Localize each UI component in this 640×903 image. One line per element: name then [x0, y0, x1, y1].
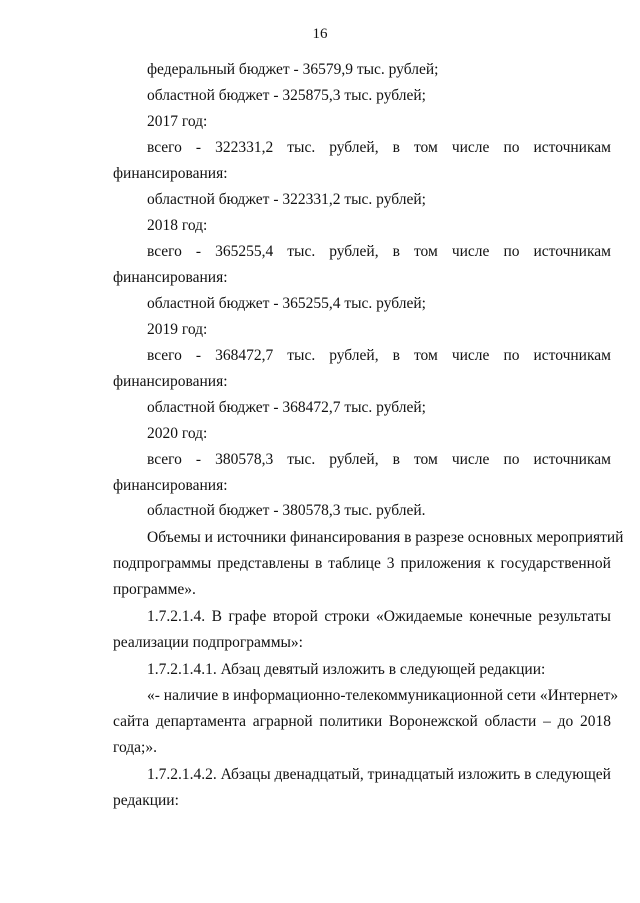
text-line: Объемы и источники финансирования в разрезе основных мероприятий — [147, 529, 624, 546]
word: Абзацы — [220, 766, 271, 783]
word: 322331,2 — [215, 139, 274, 156]
word: Воронежской — [388, 713, 478, 730]
justified-line — [147, 609, 611, 625]
word: тыс. — [287, 347, 316, 364]
word: строки — [324, 608, 370, 625]
word: тыс. — [287, 139, 316, 156]
word: сайта — [113, 713, 150, 730]
text-line: финансирования: — [113, 165, 228, 182]
text-line: 1.7.2.1.4.1. Абзац девятый изложить в следующей редакции: — [147, 661, 546, 678]
word: 368472,7 — [215, 347, 274, 364]
word: источникам — [533, 451, 611, 468]
word: приложения — [400, 555, 482, 572]
text-line: года;». — [113, 739, 157, 756]
word: подпрограммы — [113, 555, 212, 572]
word: В — [211, 608, 222, 625]
word: числе — [451, 139, 490, 156]
text-line: финансирования: — [113, 477, 228, 494]
word: всего — [147, 347, 182, 364]
word: 365255,4 — [215, 243, 274, 260]
word: рублей, — [329, 243, 379, 260]
word: графе — [228, 608, 267, 625]
word: области — [484, 713, 537, 730]
text-line: 2019 год: — [147, 321, 208, 338]
justified-line — [147, 348, 611, 364]
justified-line — [147, 140, 611, 156]
word: всего — [147, 451, 182, 468]
word: аграрной — [252, 713, 313, 730]
word: 1.7.2.1.4.2. — [147, 766, 217, 783]
word: второй — [272, 608, 318, 625]
word: в — [392, 451, 400, 468]
word: всего — [147, 139, 182, 156]
word: конечные — [469, 608, 532, 625]
text-line: областной бюджет - 380578,3 тыс. рублей. — [147, 502, 426, 519]
text-line: финансирования: — [113, 373, 228, 390]
text-line: редакции: — [113, 792, 179, 809]
word: числе — [451, 347, 490, 364]
word: тыс. — [287, 451, 316, 468]
word: в — [392, 243, 400, 260]
text-line: областной бюджет - 325875,3 тыс. рублей; — [147, 87, 426, 104]
word: в — [392, 347, 400, 364]
word: 1.7.2.1.4. — [147, 608, 206, 625]
word: в — [392, 139, 400, 156]
word: к — [487, 555, 495, 572]
text-line: областной бюджет - 322331,2 тыс. рублей; — [147, 191, 426, 208]
text-line: реализации подпрограммы»: — [113, 634, 303, 651]
text-line: финансирования: — [113, 269, 228, 286]
text-line: областной бюджет - 368472,7 тыс. рублей; — [147, 399, 426, 416]
text-line: 2018 год: — [147, 217, 208, 234]
word: государственной — [500, 555, 611, 572]
word: следующей — [535, 766, 611, 783]
word: – — [543, 713, 551, 730]
word: источникам — [533, 347, 611, 364]
word: «Ожидаемые — [376, 608, 463, 625]
word: том — [413, 139, 438, 156]
word: по — [503, 347, 520, 364]
text-line: областной бюджет - 365255,4 тыс. рублей; — [147, 295, 426, 312]
text-line: «- наличие в информационно-телекоммуникационной сети «Интернет» — [147, 687, 619, 704]
word: по — [503, 139, 520, 156]
word: тыс. — [287, 243, 316, 260]
word: таблице — [328, 555, 381, 572]
word: 380578,3 — [215, 451, 274, 468]
word: всего — [147, 243, 182, 260]
word: рублей, — [329, 451, 379, 468]
justified-line — [147, 452, 611, 468]
word: том — [413, 243, 438, 260]
word: в — [524, 766, 532, 783]
word: числе — [451, 451, 490, 468]
text-line: программе». — [113, 581, 196, 598]
word: - — [195, 347, 202, 364]
text-line: 2017 год: — [147, 113, 208, 130]
word: представлены — [217, 555, 310, 572]
word: - — [195, 243, 202, 260]
word: результаты — [538, 608, 611, 625]
word: том — [413, 347, 438, 364]
word: рублей, — [329, 347, 379, 364]
justified-line — [113, 714, 611, 730]
word: рублей, — [329, 139, 379, 156]
justified-line — [113, 556, 611, 572]
word: том — [413, 451, 438, 468]
word: источникам — [533, 243, 611, 260]
word: двенадцатый, — [274, 766, 364, 783]
word: источникам — [533, 139, 611, 156]
text-line: 2020 год: — [147, 425, 208, 442]
word: 3 — [386, 555, 395, 572]
word: по — [503, 243, 520, 260]
page-number: 16 — [312, 26, 328, 42]
word: по — [503, 451, 520, 468]
word: тринадцатый — [367, 766, 454, 783]
word: 2018 — [579, 713, 611, 730]
justified-line — [147, 767, 611, 783]
justified-line — [147, 244, 611, 260]
word: - — [195, 139, 202, 156]
text-line: федеральный бюджет - 36579,9 тыс. рублей; — [147, 61, 439, 78]
word: изложить — [457, 766, 521, 783]
word: числе — [451, 243, 490, 260]
word: до — [557, 713, 574, 730]
word: политики — [319, 713, 383, 730]
word: департамента — [155, 713, 246, 730]
word: в — [315, 555, 323, 572]
word: - — [195, 451, 202, 468]
